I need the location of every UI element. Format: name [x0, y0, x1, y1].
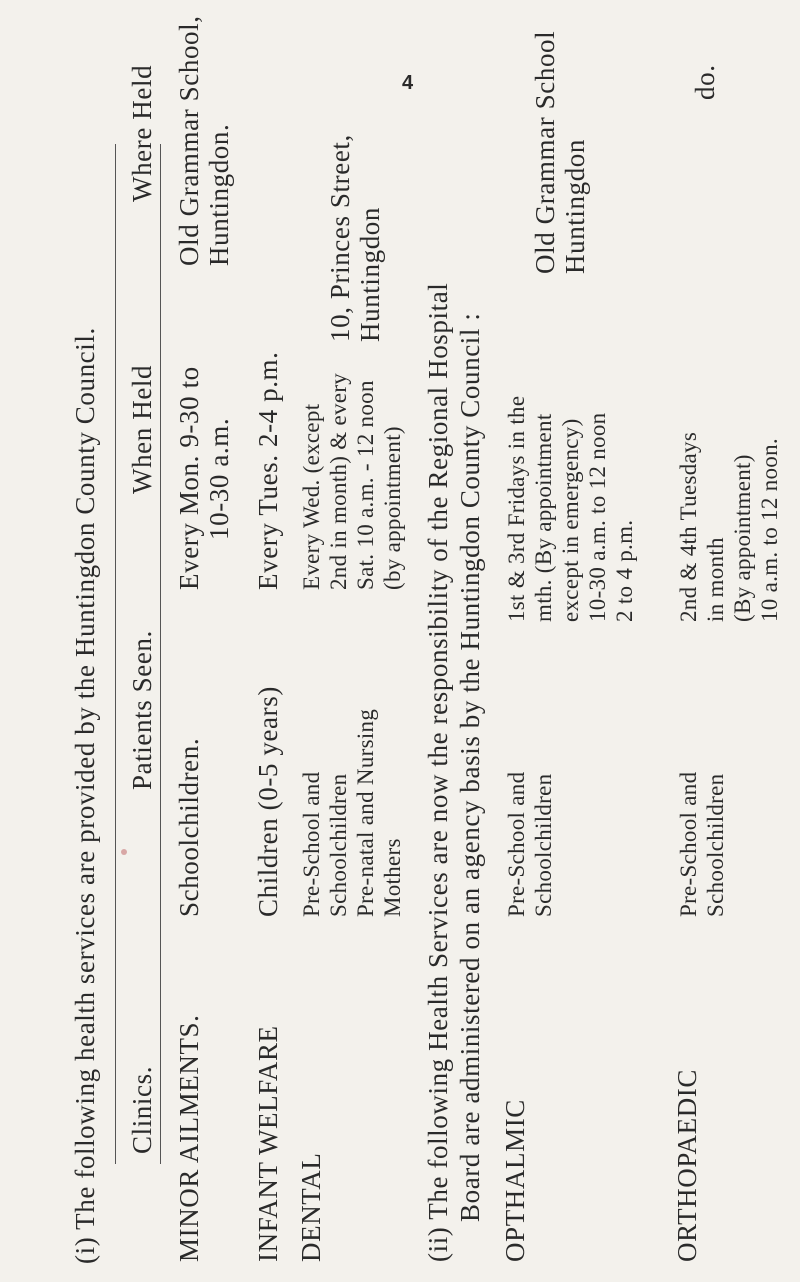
when-orthopaedic-2: in month: [703, 537, 728, 622]
when-opthalmic-3: except in emergency): [558, 418, 583, 622]
where-opthalmic-2: Huntingdon: [560, 138, 590, 274]
clinic-orthopaedic: ORTHOPAEDIC: [672, 1068, 702, 1262]
column-header-where: Where Held: [127, 64, 157, 202]
page-number: 4: [402, 72, 414, 94]
patients-orthopaedic-1: Pre-School and: [676, 771, 701, 917]
when-opthalmic-1: 1st & 3rd Fridays in the: [504, 395, 529, 622]
patients-minor-ailments: Schoolchildren.: [174, 737, 204, 917]
section-2-heading-line-1: (ii) The following Health Services are now the responsibility of the Regional Hospital: [423, 282, 453, 1262]
when-dental-4: (by appointment): [380, 426, 405, 590]
patients-dental-3: Pre-natal and Nursing: [353, 708, 378, 917]
patients-opthalmic-2: Schoolchildren: [531, 773, 556, 917]
column-header-clinics: Clinics.: [127, 1065, 157, 1154]
patients-opthalmic-1: Pre-School and: [504, 771, 529, 917]
clinic-dental: DENTAL: [296, 1152, 326, 1262]
when-minor-ailments-1: Every Mon. 9-30 to: [174, 366, 204, 590]
patients-infant-welfare: Children (0-5 years): [253, 686, 283, 917]
where-minor-ailments-2: Huntingdon.: [204, 123, 234, 266]
clinic-opthalmic: OPTHALMIC: [500, 1099, 530, 1262]
patients-dental-1: Pre-School and: [299, 771, 324, 917]
when-dental-2: 2nd in month) & every: [326, 372, 351, 590]
when-opthalmic-2: mth. (By appointment: [531, 413, 556, 622]
when-orthopaedic-3: (By appointment): [730, 454, 755, 622]
section-2-heading-line-2: Board are administered on an agency basis by the Huntingdon County Council :: [455, 312, 485, 1222]
clinic-minor-ailments: MINOR AILMENTS.: [174, 1014, 204, 1262]
section-1-heading: (i) The following health services are provided by the Huntingdon County Council.: [70, 327, 100, 1264]
where-minor-ailments-1: Old Grammar School,: [174, 15, 204, 266]
patients-orthopaedic-2: Schoolchildren: [703, 773, 728, 917]
when-orthopaedic-1: 2nd & 4th Tuesdays: [676, 431, 701, 622]
where-opthalmic-1: Old Grammar School: [530, 30, 560, 274]
clinic-infant-welfare: INFANT WELFARE: [253, 1025, 283, 1262]
when-infant-welfare: Every Tues. 2-4 p.m.: [253, 351, 283, 590]
table-rule-top: [115, 144, 116, 1164]
table-rule-bottom: [160, 144, 161, 1164]
when-dental-1: Every Wed. (except: [299, 403, 324, 590]
when-minor-ailments-2: 10-30 a.m.: [204, 417, 234, 540]
when-opthalmic-5: 2 to 4 p.m.: [612, 519, 637, 622]
patients-dental-4: Mothers: [380, 838, 405, 917]
when-opthalmic-4: 10-30 a.m. to 12 noon: [585, 412, 610, 622]
patients-dental-2: Schoolchildren: [326, 773, 351, 917]
column-header-when: When Held: [127, 364, 157, 494]
column-header-patients: Patients Seen.: [127, 630, 157, 790]
when-dental-3: Sat. 10 a.m. - 12 noon: [353, 380, 378, 590]
where-dental-1: 10, Princes Street,: [325, 134, 355, 342]
where-orthopaedic: do.: [690, 64, 720, 100]
when-orthopaedic-4: 10 a.m. to 12 noon.: [757, 438, 782, 622]
where-dental-2: Huntingdon: [355, 206, 385, 342]
